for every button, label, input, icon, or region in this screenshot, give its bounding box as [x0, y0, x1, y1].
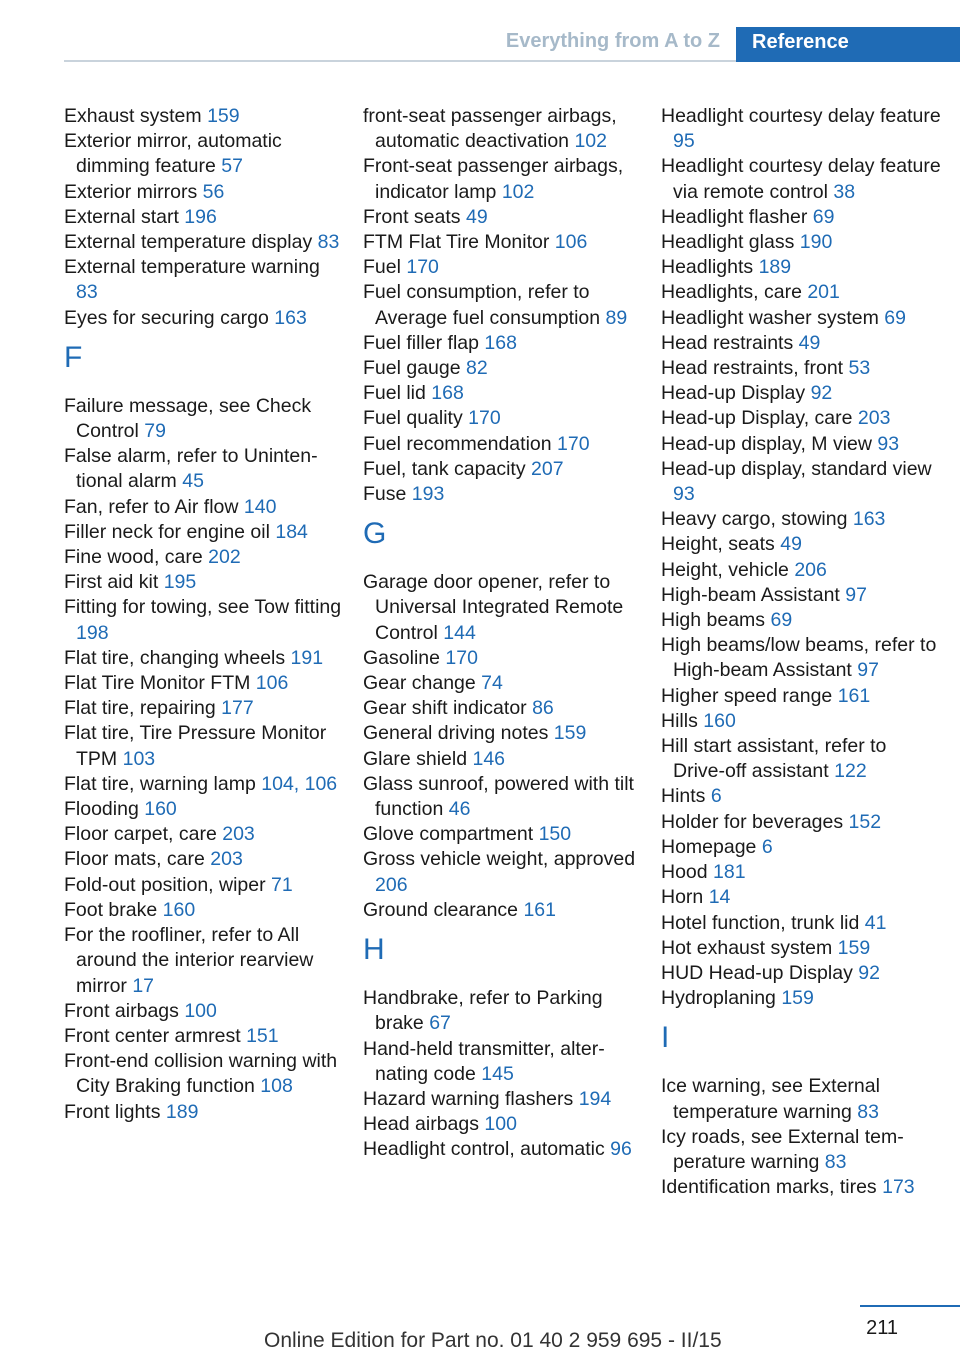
entry-term: Hydroplaning	[661, 987, 782, 1010]
index-entry	[363, 570, 643, 646]
page-reference-link[interactable]: 102	[501, 180, 535, 203]
index-entry	[64, 721, 344, 771]
index-entry	[661, 230, 941, 255]
entry-term: Handbrake, refer to Parking brake	[363, 987, 603, 1035]
index-entry	[661, 331, 941, 356]
index-entry	[363, 482, 643, 507]
entry-term: Height, vehicle	[661, 558, 795, 581]
page-reference-link[interactable]: 206	[375, 873, 408, 896]
index-entry	[64, 797, 344, 822]
entry-term: Head-up Display	[661, 382, 811, 405]
index-entry	[363, 154, 643, 204]
index-entry	[363, 1112, 643, 1137]
entry-term: Gear change	[363, 672, 482, 695]
index-entry	[661, 684, 941, 709]
entry-term: Head restraints	[661, 331, 799, 354]
index-entry	[363, 721, 643, 746]
index-entry	[661, 558, 941, 583]
entry-term: Hotel function, trunk lid	[661, 911, 865, 934]
index-entry	[64, 180, 344, 205]
index-letter-heading: H	[363, 933, 385, 967]
page-reference-link[interactable]: 195	[163, 571, 197, 594]
page-reference-link[interactable]: 103	[122, 747, 156, 770]
entry-term: Fitting for towing, see Tow fitting	[64, 596, 342, 619]
index-entry	[661, 255, 941, 280]
page-reference-link[interactable]: 203	[222, 823, 255, 846]
index-entry	[661, 1074, 941, 1124]
page-reference-link[interactable]: 198	[76, 621, 109, 644]
page-reference-link[interactable]: 196	[184, 205, 217, 228]
page-reference-link[interactable]: 74	[481, 672, 503, 695]
page-reference-link[interactable]: 102	[574, 130, 607, 153]
page-reference-link[interactable]: 89	[605, 306, 628, 329]
index-entry	[363, 406, 643, 431]
entry-term: For the roofliner, refer to All around the interior rearview mirror	[64, 924, 314, 997]
page-reference-link[interactable]: 146	[472, 747, 506, 770]
entry-term: False alarm, refer to Unintentional alarm	[64, 445, 318, 493]
entry-term: External start	[64, 205, 185, 228]
page-reference-link[interactable]: 170	[468, 407, 501, 430]
index-entry	[64, 230, 344, 255]
index-entry	[64, 999, 344, 1024]
page-reference-link[interactable]: 159	[553, 722, 587, 745]
index-entry	[64, 1024, 344, 1049]
page-reference-link[interactable]: 14	[708, 886, 731, 909]
index-entry	[661, 784, 941, 809]
entry-term: Glass sunroof, powered with tilt function	[363, 772, 634, 821]
index-entry	[64, 495, 344, 520]
entry-term: Gasoline	[363, 646, 446, 669]
entry-term: Fuel filler flap	[363, 331, 485, 354]
index-entry	[363, 255, 643, 280]
page-reference-link[interactable]: 201	[807, 281, 840, 304]
index-entry	[363, 772, 643, 822]
page-reference-link[interactable]: 108	[260, 1075, 293, 1098]
index-entry	[64, 545, 344, 570]
page-reference-link[interactable]: 49	[780, 533, 802, 556]
entry-term: HUD Head-up Display	[661, 961, 859, 984]
index-entry	[661, 608, 941, 633]
page-reference-link[interactable]: 184	[275, 520, 308, 543]
index-entry	[363, 356, 643, 381]
index-entry	[64, 595, 344, 645]
index-entry	[661, 986, 941, 1011]
entry-term: Head-up display, standard view	[661, 457, 932, 480]
chapter-title: Reference	[752, 31, 849, 53]
index-entry	[363, 104, 643, 154]
page-reference-link[interactable]: 163	[274, 306, 307, 329]
index-entry	[661, 457, 941, 507]
page-reference-link[interactable]: 159	[207, 105, 240, 127]
page-reference-link[interactable]: 83	[857, 1100, 879, 1123]
entry-term: Headlight washer system	[661, 306, 885, 329]
entry-term: Ground clearance	[363, 898, 524, 921]
entry-term: General driving notes	[363, 722, 554, 745]
page-reference-link[interactable]: 168	[484, 331, 517, 354]
index-letter-heading: I	[661, 1021, 670, 1055]
entry-term: Fuel	[363, 256, 407, 279]
index-entry	[363, 898, 643, 923]
entry-term: Front-seat passenger airbags, indicator lamp	[363, 155, 624, 203]
page-reference-link[interactable]: 150	[538, 823, 572, 846]
index-entry	[363, 822, 643, 847]
entry-term: Foot brake	[64, 898, 163, 921]
entry-term: Floor mats, care	[64, 848, 211, 871]
entry-term: Heavy cargo, stowing	[661, 508, 853, 531]
page-reference-link[interactable]: 86	[532, 697, 554, 720]
entry-term: Glare shield	[363, 747, 473, 770]
page-reference-link[interactable]: 100	[484, 1113, 517, 1136]
page-reference-link[interactable]: 189	[758, 256, 792, 279]
page-reference-link[interactable]: 152	[848, 810, 882, 833]
entry-term: Ice warning, see External temperature warning	[661, 1075, 880, 1123]
entry-term: Identification marks, tires	[661, 1176, 883, 1199]
entry-term: Exhaust system	[64, 105, 208, 127]
index-entry	[661, 734, 941, 784]
entry-term: Flat tire, warning lamp	[64, 772, 262, 795]
index-entry	[661, 911, 941, 936]
page-reference-link[interactable]: 69	[770, 609, 793, 632]
page-reference-link[interactable]: 93	[673, 483, 695, 506]
entry-term: Higher speed range	[661, 684, 838, 707]
index-entry	[64, 1049, 344, 1099]
entry-term: Front lights	[64, 1100, 166, 1123]
entry-term: Front-end collision warning with City Braking function	[64, 1050, 338, 1098]
entry-term: Flat tire, changing wheels	[64, 646, 291, 669]
page-reference-link[interactable]: 38	[833, 180, 856, 203]
index-entry	[661, 306, 941, 331]
index-entry	[363, 1137, 643, 1162]
index-entry	[661, 1175, 941, 1200]
index-entry	[64, 444, 344, 494]
index-entry	[661, 961, 941, 986]
entry-term: Glove compartment	[363, 823, 539, 846]
entry-term: Headlights	[661, 256, 759, 279]
index-entry	[363, 432, 643, 457]
index-entry	[64, 822, 344, 847]
section-title: Everything from A to Z	[505, 30, 720, 52]
index-entry	[363, 331, 643, 356]
page-reference-link[interactable]: 168	[431, 382, 464, 405]
page-reference-link[interactable]: 122	[834, 760, 867, 783]
page-reference-link[interactable]: 106	[255, 672, 289, 695]
index-entry	[64, 898, 344, 923]
entry-term: External temperature warning	[64, 256, 320, 279]
index-entry	[661, 885, 941, 910]
entry-term: External temperature display	[64, 231, 318, 254]
entry-term: Fuse	[363, 483, 412, 506]
page-reference-link[interactable]: 71	[271, 873, 293, 896]
entry-term: High beams/low beams, refer to High-beam Assistant	[661, 634, 937, 682]
entry-term: Floor carpet, care	[64, 823, 223, 846]
entry-term: High beams	[661, 609, 771, 632]
index-letter-heading: F	[64, 340, 83, 374]
page-reference-link[interactable]: 206	[794, 558, 827, 581]
index-entry	[661, 104, 941, 154]
entry-term: Fuel, tank capacity	[363, 457, 531, 480]
entry-term: Fuel quality	[363, 407, 469, 430]
page-reference-link[interactable]: 49	[798, 331, 821, 354]
entry-term: Flat tire, Tire Pressure Monitor TPM	[64, 722, 327, 770]
page-reference-link[interactable]: 160	[162, 898, 196, 921]
index-entry	[363, 646, 643, 671]
page-reference-link[interactable]: 140	[243, 495, 277, 518]
entry-term: Fan, refer to Air flow	[64, 495, 244, 518]
page-reference-link[interactable]: 92	[858, 961, 880, 984]
entry-term: Flat tire, repairing	[64, 697, 222, 720]
index-entry	[661, 432, 941, 457]
entry-term: Homepage	[661, 835, 762, 858]
page-reference-link[interactable]: 193	[411, 483, 445, 506]
entry-term: Hood	[661, 861, 714, 884]
index-column-2	[363, 104, 643, 1163]
entry-term: Hill start assistant, refer to Drive-off assistant	[661, 735, 887, 783]
entry-term: Fuel gauge	[363, 357, 466, 380]
index-column-1	[64, 104, 344, 1125]
page-reference-link[interactable]: 41	[864, 911, 887, 934]
page-reference-link[interactable]: 56	[202, 180, 225, 203]
page-reference-link[interactable]: 159	[781, 987, 814, 1010]
page-reference-link[interactable]: 189	[165, 1100, 199, 1123]
index-entry	[363, 381, 643, 406]
entry-term: Front center armrest	[64, 1024, 247, 1047]
page-reference-link[interactable]: 170	[557, 432, 590, 455]
page-reference-link[interactable]: 69	[812, 205, 835, 228]
entry-term: High-beam Assistant	[661, 583, 846, 606]
entry-term: Failure message, see Check Control	[64, 394, 312, 443]
index-entry	[363, 230, 643, 255]
entry-term: Garage door opener, refer to Universal Integrated Remote Control	[363, 571, 624, 644]
index-entry	[363, 847, 643, 897]
footer-rule	[860, 1305, 960, 1307]
index-entry	[661, 583, 941, 608]
index-entry	[661, 205, 941, 230]
index-entry	[64, 847, 344, 872]
entry-term: Gear shift indicator	[363, 697, 533, 720]
index-entry	[363, 986, 643, 1036]
entry-term: Eyes for securing cargo	[64, 306, 275, 329]
index-entry	[64, 646, 344, 671]
page-reference-link[interactable]: 173	[882, 1176, 915, 1199]
chapter-tab	[736, 27, 960, 62]
index-entry	[363, 671, 643, 696]
index-entry	[363, 747, 643, 772]
page-reference-link[interactable]: 45	[182, 470, 204, 493]
index-entry	[64, 520, 344, 545]
page-reference-link[interactable]: 83	[824, 1150, 847, 1173]
page-reference-link[interactable]: 145	[481, 1062, 514, 1085]
index-entry	[64, 696, 344, 721]
index-entry	[64, 570, 344, 595]
page-reference-link[interactable]: 53	[848, 357, 871, 380]
index-entry	[661, 810, 941, 835]
page-reference-link[interactable]: 159	[837, 936, 871, 959]
page-reference-link[interactable]: 202	[208, 546, 241, 569]
page-reference-link[interactable]: 6	[761, 835, 773, 858]
entry-term: Head-up display, M view	[661, 432, 878, 455]
entry-term: Exterior mirrors	[64, 180, 203, 203]
index-entry	[363, 457, 643, 482]
page-reference-link[interactable]: 160	[144, 798, 177, 821]
entry-term: Hints	[661, 785, 711, 808]
page-reference-link[interactable]: 144	[443, 621, 476, 644]
entry-term: Hot exhaust system	[661, 936, 838, 959]
page-reference-link[interactable]: 106	[554, 231, 588, 254]
index-column-3	[661, 104, 941, 1200]
entry-term: Horn	[661, 886, 709, 909]
entry-term: Gross vehicle weight, approved	[363, 848, 636, 871]
page-reference-link[interactable]: 49	[465, 205, 488, 228]
entry-term: Fuel consumption, refer to Average fuel consumption	[363, 281, 606, 329]
index-entry	[661, 381, 941, 406]
page-reference-link[interactable]: 82	[466, 357, 488, 380]
page-reference-link[interactable]: 104, 106	[261, 772, 338, 795]
page-reference-link[interactable]: 194	[578, 1087, 612, 1110]
page-reference-link[interactable]: 67	[429, 1012, 451, 1035]
page-reference-link[interactable]: 6	[710, 785, 722, 808]
index-entry	[64, 772, 344, 797]
index-entry	[661, 709, 941, 734]
page-reference-link[interactable]: 203	[210, 848, 243, 871]
page-reference-link[interactable]: 160	[703, 709, 736, 732]
page-reference-link[interactable]: 170	[445, 646, 478, 669]
page-reference-link[interactable]: 93	[877, 432, 900, 455]
entry-term: Fuel lid	[363, 382, 432, 405]
index-entry	[64, 104, 344, 129]
index-entry	[363, 1037, 643, 1087]
page-reference-link[interactable]: 177	[221, 697, 254, 720]
index-entry	[64, 255, 344, 305]
index-entry	[64, 129, 344, 179]
entry-term: Head restraints, front	[661, 357, 849, 380]
index-entry	[661, 280, 941, 305]
entry-term: Filler neck for engine oil	[64, 520, 276, 543]
entry-term: Headlight courtesy delay feature	[661, 105, 941, 127]
entry-term: Icy roads, see External temperature warning	[661, 1125, 904, 1173]
index-entry	[363, 280, 643, 330]
entry-term: Hazard warning flashers	[363, 1087, 579, 1110]
index-entry	[661, 860, 941, 885]
index-entry	[661, 406, 941, 431]
page-reference-link[interactable]: 100	[184, 999, 217, 1022]
entry-term: Flooding	[64, 798, 145, 821]
index-entry	[64, 306, 344, 331]
index-entry	[64, 205, 344, 230]
edition-note: Online Edition for Part no. 01 40 2 959 695 - II/15	[264, 1329, 722, 1352]
entry-term: Headlights, care	[661, 281, 808, 304]
index-entry	[64, 394, 344, 444]
entry-term: Headlight courtesy delay feature via remote control	[661, 155, 941, 203]
page-reference-link[interactable]: 161	[837, 684, 871, 707]
page-reference-link[interactable]: 83	[76, 281, 98, 304]
entry-term: Hand-held transmitter, alternating code	[363, 1037, 605, 1085]
entry-term: FTM Flat Tire Monitor	[363, 231, 555, 254]
index-entry	[661, 507, 941, 532]
entry-term: Flat Tire Monitor FTM	[64, 672, 256, 695]
page-reference-link[interactable]: 79	[144, 420, 166, 443]
entry-term: Fine wood, care	[64, 546, 209, 569]
entry-term: Headlight glass	[661, 231, 800, 254]
index-entry	[363, 696, 643, 721]
index-entry	[64, 873, 344, 898]
page-reference-link[interactable]: 151	[246, 1024, 279, 1047]
index-letter-heading: G	[363, 517, 387, 551]
page-reference-link[interactable]: 181	[713, 861, 746, 884]
page-reference-link[interactable]: 96	[610, 1138, 632, 1161]
entry-term: Hills	[661, 709, 704, 732]
entry-term: Fold-out position, wiper	[64, 873, 272, 896]
page-reference-link[interactable]: 97	[845, 583, 867, 606]
entry-term: Head-up Display, care	[661, 407, 858, 430]
page-reference-link[interactable]: 83	[317, 231, 340, 254]
entry-term: Front seats	[363, 205, 466, 228]
index-entry	[661, 532, 941, 557]
index-entry	[661, 936, 941, 961]
index-entry	[64, 671, 344, 696]
entry-term: Fuel recommendation	[363, 432, 558, 455]
entry-term: Height, seats	[661, 533, 781, 556]
page-reference-link[interactable]: 163	[852, 508, 886, 531]
page-reference-link[interactable]: 203	[857, 407, 891, 430]
page-number: 211	[866, 1317, 898, 1339]
index-entry	[661, 1125, 941, 1175]
entry-term: Holder for beverages	[661, 810, 849, 833]
page-reference-link[interactable]: 46	[448, 798, 471, 821]
entry-term: Exterior mirror, automatic dimming feature	[64, 130, 282, 178]
page-reference-link[interactable]: 191	[290, 646, 324, 669]
entry-term: front-seat passenger airbags, automatic deactivation	[363, 105, 617, 153]
entry-term: Head airbags	[363, 1113, 485, 1136]
page-reference-link[interactable]: 17	[132, 974, 155, 997]
index-entry	[661, 154, 941, 204]
page-reference-link[interactable]: 207	[531, 457, 564, 480]
page-reference-link[interactable]: 170	[406, 256, 439, 279]
entry-term: Headlight flasher	[661, 205, 813, 228]
page-reference-link[interactable]: 92	[810, 382, 833, 405]
index-entry	[64, 1100, 344, 1125]
entry-term: Front airbags	[64, 999, 185, 1022]
entry-term: First aid kit	[64, 571, 164, 594]
page-reference-link[interactable]: 190	[799, 231, 833, 254]
index-entry	[661, 633, 941, 683]
index-entry	[661, 356, 941, 381]
page-reference-link[interactable]: 57	[221, 155, 243, 178]
index-entry	[64, 923, 344, 999]
index-entry	[661, 835, 941, 860]
index-entry	[363, 1087, 643, 1112]
page-reference-link[interactable]: 161	[523, 898, 556, 921]
entry-term: Headlight control, automatic	[363, 1138, 611, 1161]
page-reference-link[interactable]: 97	[857, 659, 879, 682]
page-reference-link[interactable]: 69	[884, 306, 906, 329]
page-reference-link[interactable]: 95	[673, 130, 695, 153]
index-entry	[363, 205, 643, 230]
